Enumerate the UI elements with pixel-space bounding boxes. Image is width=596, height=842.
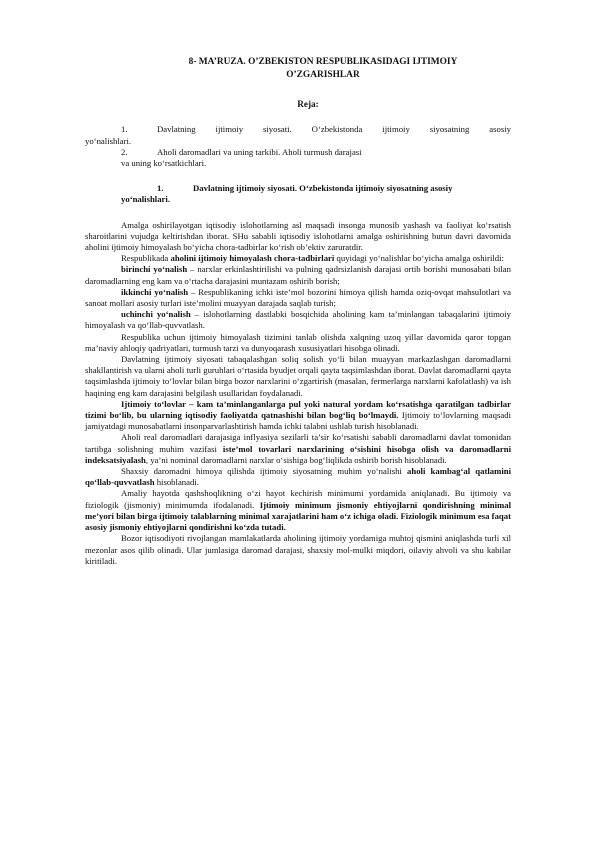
plan-item-2-continuation: va uning ko‘rsatkichlari. (121, 158, 207, 168)
plan-heading: Reja: (297, 99, 319, 110)
paragraph-10-bold: aholi kambag‘al qatlamini qo‘llab-quvvatlash (85, 466, 511, 488)
paragraph-9 (85, 432, 511, 466)
paragraph-3-text: – narxlar erkinlashtirilishi va pulning qadrsizlanish darajasi ortib borishi munosabati bilan daromadlarning eng kam va o‘rtacha darajasini muntazam oshirib borish; (85, 264, 511, 286)
paragraph-5 (85, 309, 511, 331)
plan-item-2-number: 2. (121, 146, 128, 157)
paragraph-8 (85, 399, 511, 433)
plan-item-2 (85, 147, 511, 158)
section-1-heading (85, 183, 511, 205)
paragraph-1: Amalga oshirilayotgan iqtisodiy islohotlarning asl maqsadi insonga munosib yashash va faoliyat ko‘rsatish sharoitlarini vujudga keltirishdan iborat. SHu sababli iqtisodiy islohotlarni amalga oshirishning butun davri davomida aholini ijtimoiy himoyalash bo‘yicha chora-tadbirlar ko‘rish ob’ektiv zaruratdir. (85, 219, 511, 253)
lecture-title-line-2: O’ZGARISHLAR (286, 69, 360, 80)
paragraph-9-c: , ya’ni nominal daromadlarni narxlar o‘sishiga bog‘liqlikda oshirib borish hisoblanadi. (145, 454, 447, 465)
paragraph-4 (85, 287, 511, 309)
paragraph-10-c: hisoblanadi. (154, 477, 199, 488)
plan-item-1 (85, 124, 511, 135)
paragraph-6: Respublika uchun ijtimoiy himoyalash tizimini tanlab olishda xalqning uzoq yillar davomida qaror topgan ma’naviy ahloqiy qadriyatlari, turmush tarzi va dunyoqarash xususiyatlari hisobga olinadi. (85, 331, 511, 353)
plan-item-2-text: Aholi daromadlari va uning tarkibi. Aholi turmush darajasi (157, 146, 362, 157)
paragraph-2-bold: aholini ijtimoiy himoyalash chora-tadbirlari (170, 253, 335, 264)
third-direction-label: uchinchi yo‘nalish (121, 309, 191, 320)
paragraph-9-bold: iste’mol tovarlari narxlarining o‘sishini hisobga olish va daromadlarni indeksatsiyalash (85, 443, 511, 465)
section-1-title-continuation: yo‘nalishlari. (121, 194, 170, 205)
paragraph-10 (85, 466, 511, 488)
section-1-title: Davlatning ijtimoiy siyosati. O‘zbekistonda ijtimoiy siyosatning asosiy (193, 183, 453, 194)
paragraph-11 (85, 488, 511, 533)
paragraph-10-a: Shaxsiy daromadni himoya qilishda ijtimoiy siyosatning muhim yo‘nalishi (121, 466, 408, 477)
paragraph-9-a: Aholi real daromadlari darajasiga inflyasiya sezilarli ta’sir ko‘rsatishi sababli daromadlarni davlat tomonidan tartibga solishning muhim vazifasi (85, 432, 511, 454)
paragraph-11-a: Amaliy hayotda qashshoqlikning o‘zi hayot kechirish minimumi yordamida aniqlanadi. Bu ijtimoiy va fiziologik (jismoniy) minimumda ifodalanadi. (85, 488, 511, 510)
plan-item-1-number: 1. (121, 124, 128, 135)
paragraph-3 (85, 264, 511, 286)
paragraph-5-text: – islohotlarning dastlabki bosqichida aholining kam ta’minlangan tabaqalarini ijtimoiy himoyalash va qo‘llab-quvvatlash. (85, 309, 511, 331)
paragraph-2-a: Respublikada (121, 253, 171, 264)
plan-item-1-text: Davlatning ijtimoiy siyosati. O‘zbekistonda ijtimoiy siyosatning asosiy (157, 124, 511, 135)
first-direction-label: birinchi yo‘nalish (121, 264, 188, 275)
paragraph-8-text: Ijtimoiy to‘lovlarning maqsadi jamiyatdagi munosabatlarni insonparvarlashtirish hamda ichki talabni ushlab turish hisoblanadi. (85, 410, 511, 432)
second-direction-label: ikkinchi yo‘nalish (121, 286, 189, 297)
paragraph-4-text: – Respublikaning ichki iste’mol bozorini himoya qilish hamda oziq-ovqat mahsulotlari va sanoat mollari asosiy turlari iste’molini muayyan darajada saqlab turish; (85, 286, 511, 309)
lecture-title-line-1: 8- MA’RUZA. O’ZBEKISTON RESPUBLIKASIDAGI IJTIMOIY (188, 57, 458, 67)
section-1-number: 1. (157, 183, 164, 194)
section-1-heading-line (85, 183, 511, 194)
paragraph-2-c: quyidagi yo‘nalishlar bo‘yicha amalga oshirildi: (334, 253, 504, 264)
paragraph-7: Davlatning ijtimoiy siyosati tabaqalashgan soliq solish yo‘li bilan muayyan markazlashgan daromadlarni shakllantirish va ularni aholi turli guruhlari o‘rtasida byudjet orqali qayta taqsimlashdan iborat. Davlat daromadlarni qayta taqsimlashda ijtimoiy to‘lovlar bilan birga bozor narxlarini o‘zgartirish (masalan, fermerlarga narxlarni kafolatlash) va ish haqining eng kam darajasini belgilash usullaridan foydalanadi. (85, 354, 511, 398)
plan-list (85, 124, 511, 169)
paragraph-11-bold: Ijtimoiy minimum jismoniy ehtiyojlarni qondirishning minimal me’yori bilan birga ijtimoiy talablarning minimal xarajatlarini ham o‘z ichiga oladi. Fiziologik minimum esa faqat asosiy jismoniy ehtiyojlarni qondirishni ko‘zda tutadi. (85, 499, 511, 533)
paragraph-8-bold: Ijtimoiy to‘lovlar – kam ta’minlanganlarga pul yoki natural yordam ko‘rsatishga qaratilgan tadbirlar tizimi bo‘lib, bu ularning iqtisodiy faoliyatda qatnashishi bilan bog‘liq bo‘lmaydi. (85, 398, 511, 421)
lecture-title (85, 56, 511, 81)
plan-item-1-continuation: yo‘nalishlari. (85, 135, 132, 146)
paragraph-2 (85, 253, 511, 264)
paragraph-12: Bozor iqtisodiyoti rivojlangan mamlakatlarda aholining ijtimoiy yordamiga muhtoj qismini aniqlashda turli xil mezonlar asos qilib olinadi. Ular jumlasiga daromad darajasi, shaxsiy mol-mulki miqdori, oilaviy ahvoli va shu kabilar kiritiladi. (85, 533, 511, 566)
